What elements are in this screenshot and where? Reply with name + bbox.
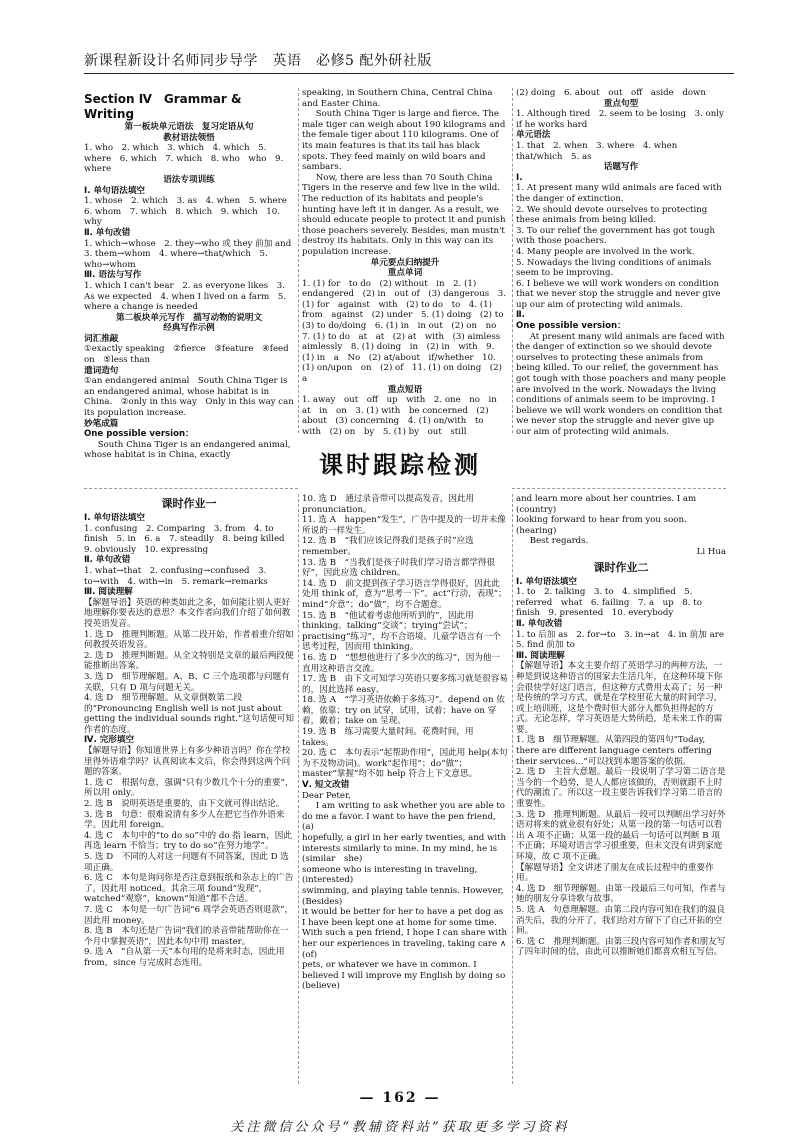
answer-text: 【解题导语】你知道世界上有多少种语言吗？你在学校里得外语难学吗？认真阅读本文后，你会得到这两个问题的答案。: [84, 746, 291, 778]
answer-text: 1. 选 C 根据句意，强调“只有少数几个十分的重要”，所以用 only。: [84, 777, 294, 799]
answer-text: ①exactly speaking ②fierce ③feature ④feed on ⑤less than: [84, 344, 289, 366]
answer-text: 1. to 后加 as 2. for→to 3. in→at 4. in 前加 are 5. find 前加 to: [516, 629, 733, 651]
section-heading: Ⅱ. 单句改错: [84, 555, 131, 566]
answer-text: I am writing to ask whether you are able to do me a favor. I want to have the pen friend, (a): [302, 801, 505, 833]
column-divider: [298, 494, 299, 1084]
answer-text: 1. what→that 2. confusing→confused 3. to→with 4. with→in 5. remark→remarks: [84, 565, 268, 587]
answer-text: 20. 选 C 本句表示“起帮助作用”，因此用 help(本句为不及物动词)。work“起作用”；do“做”；master“掌握”均不如 help 符合上下文意思。: [302, 748, 508, 780]
answer-text: 1. who 2. which 3. which 4. which 5. where 6. which 7. which 8. who who 9. where: [84, 143, 284, 175]
section-title: Section Ⅳ Grammar & Writing: [84, 92, 242, 121]
answer-text: 4. 选 D 细节理解题。从文章倒数第二段的“Pronouncing English well is not just about getting the individual sounds right.”这句话便可知作者的态度。: [84, 693, 294, 735]
answer-text: 【解题导语】英语的种类如此之多，如何能让别人更好地理解你要表达的意思？本文作者向我们介绍了如何教授英语发音。: [84, 597, 291, 629]
section-heading: 单元语法: [516, 130, 551, 141]
footer-note: 关注微信公众号“教辅资料站”获取更多学习资料: [230, 1120, 570, 1135]
answer-text: 2. 选 B 说明英语是重要的，由下文就可得出结论。: [84, 799, 285, 810]
answers-column-2-bottom: [302, 494, 508, 1082]
answer-text: 1. which I can't bear 2. as everyone likes 3. As we expected 4. when I lived on a farm 5. where a change is needed: [84, 280, 287, 313]
answer-text: 3. 选 D 推理判断题。从最后一段可以判断出学习好外语对将来的就业很有好处；从第一段的第一句话可以看出 A 项不正确；从第一段的最后一句话可以判断 B 项不正确；环境对语言学习很重要，但未文没有讲到家庭环境，故 C 项不正确。: [516, 809, 726, 862]
section-heading: Ⅰ.: [516, 172, 523, 183]
answer-text: 13. 选 B “当我们是孩子时我们学习语言都学得很好”，因此应选 children。: [302, 557, 496, 579]
section-heading: Ⅰ. 单句语法填空: [84, 513, 146, 523]
section-heading: Ⅱ. 单句改错: [516, 618, 563, 629]
answer-text: 16. 选 D “想想他进行了多少次的练习”，因为他一直用这种语言交流。: [302, 652, 501, 674]
section-divider: [512, 488, 726, 489]
answer-text: At present many wild animals are faced with the danger of extinction so we should devote ourselves to protecting these animals from being killed. To our relief, the government has got tough with those poachers and many people are involved in the work. Nowadays the living conditions of animals seem to be improving. I believe we will work wonders on condition that we never stop the struggle and never give up our aim of protecting wild animals.: [516, 331, 726, 437]
answer-text: 1. (1) for to do (2) without in 2. (1) endangered (2) in out of (3) dangerous 3. (1) for against with (2) to do to 4. (1) from against (2) under 5. (1) doing (2) to (3) to do/doing 6. (1) in in out (2) on no 7. (1) to do at at (2) at with (3) aimless aimlessly 8. (1) doing in (2) in with 9. (1) in a No (2) at/about if/whether 10. (1) on/upon on (2) of 11. (1) on doing (2) a: [302, 278, 512, 385]
answer-text: South China Tiger is an endangered animal, whose habitat is in China, exactly: [84, 439, 291, 461]
answer-text: 5. Nowadays the living conditions of animals seem to be improving.: [516, 257, 712, 279]
section-heading: 重点短语: [387, 384, 423, 395]
answer-text: looking forward to hear from you soon. (hearing): [516, 515, 687, 536]
answer-text: 【解题导语】全文讲述了朋友在成长过程中的重要作用。: [516, 862, 714, 884]
section-heading: Ⅱ. 单句改错: [84, 227, 131, 238]
answers-column-1-top: [84, 92, 300, 461]
answer-text: 10. 选 D 通过录音带可以提高发音，因此用 pronunciation。: [302, 494, 475, 515]
answer-text: 1. Although tired 2. seem to be losing 3. only if he works hard: [516, 109, 724, 130]
answer-text: 4. 选 D 细节理解题。由第一段最后三句可知，作者与她的朋友分享诗歌与故事。: [516, 883, 726, 905]
page-number: — 162 —: [359, 1090, 441, 1106]
section-heading: 语法专项训练: [163, 174, 215, 185]
answer-text: 2. We should devote ourselves to protecting these animals from being killed.: [516, 204, 708, 226]
answer-text: ①an endangered animal South China Tiger is an endangered animal, whose habitat is in China. ②only in this way Only in this way can its population increase.: [84, 376, 294, 419]
answer-text: 5. 选 A 句意理解题。由第二段内容可知在我们的温良消失后，我的分开了，我们给对方留下了自己开拓的空间。: [516, 904, 725, 937]
answer-text: (2) doing 6. about out off aside down: [516, 88, 706, 98]
answer-text: With such a pen friend, I hope I can share with her our experiences in traveling, taking care ∧ (of): [302, 928, 508, 960]
section-heading: Ⅱ.: [516, 310, 525, 321]
answer-text: 19. 选 B 练习需要大量时间。花费时间，用 takes。: [302, 727, 474, 748]
answer-text: 3. 选 B 句意：很难说清有多少人在把它当作外语来学。因此用 foreign。: [84, 809, 285, 831]
answer-text: 1. to 2. talking 3. to 4. simplified 5. referred what 6. failing 7. a up 8. to finish 9. presented 10. everybody: [516, 587, 702, 619]
answers-column-1-bottom: [84, 494, 294, 1082]
answer-text: 6. I believe we will work wonders on condition that we never stop the struggle and never give up our aim of protecting wild animals.: [516, 278, 721, 310]
column-divider: [512, 494, 513, 1084]
section-heading: Ⅰ. 单句语法填空: [84, 185, 146, 196]
answer-text: 1. At present many wild animals are faced with the danger of extinction.: [516, 183, 722, 204]
answer-text: 17. 选 B 由下文可知学习英语只要多练习就是很容易的，因此选择 easy。: [302, 674, 508, 695]
section-heading: Ⅲ. 阅读理解: [516, 650, 565, 661]
section-heading: 词汇推敲: [84, 333, 119, 344]
answer-text: 2. 选 D 主旨大意题。最后一段说明了学习第二语言是当今的一个趋势，是人人都应该做的，否则就跟不上时代的潮流了。所以这一段主要告诉我们学习第二语言的重要性。: [516, 767, 726, 810]
answer-text: swimming, and playing table tennis. However, (Besides): [302, 885, 504, 907]
answer-text: Dear Peter,: [302, 790, 351, 801]
answer-text: 6. 选 C 推理判断题。由第三段内容可知作者和朋友写了四年时间的信，由此可以推断她们都喜欢相互写信。: [516, 936, 726, 958]
answer-text: 1. confusing 2. Comparing 3. from 4. to finish 5. in 6. a 7. steadily 8. being killed 9. obviously 10. expressing: [84, 523, 294, 555]
answer-text: 1. whose 2. which 3. as 4. when 5. where 6. whom 7. which 8. which 9. which 10. why: [84, 196, 296, 228]
answer-text: pets, or whatever we have in common. I believed I will improve my English by doing so (believe): [302, 960, 506, 992]
answer-text: South China Tiger is large and fierce. The male tiger can weigh about 190 kilograms and the female tiger about 110 kilograms. One of its main features is that its tail has black spots. They feed mainly on wild boars and sambars.: [302, 109, 506, 173]
column-divider: [298, 88, 299, 433]
answer-text: 15. 选 B “他试着考虑他所听到的”，因此用 thinking。talking“交谈”；trying“尝试”；practising“练习”，均不合语境。儿童学语言有一个思考过程，因而用 thinking。: [302, 610, 501, 653]
answer-text: speaking, in Southern China, Central China and Easter China.: [302, 88, 493, 109]
column-divider: [512, 88, 513, 433]
section-heading: 重点单词: [387, 268, 423, 279]
running-header: 新课程新设计名师同步导学 英语 必修5 配外研社版: [84, 50, 734, 74]
section-heading: One possible version：: [84, 429, 194, 440]
answer-text: Now, there are less than 70 South China Tigers in the reserve and few live in the wild. The reduction of its habitats and people's hunting have left it in danger. As a result, we should educate people to protect it and punish those poachers severely. Besides, man mustn't destroy its habitats. Only in this way can its population increase.: [302, 172, 506, 257]
answer-text: 12. 选 B “我们应该记得我们是孩子时”应选 remember。: [302, 536, 474, 557]
answer-text: 1. away out off up with 2. one no in at in on 3. (1) with be concerned (2) about (3) concerning 4. (1) on/with to with (2) on by 5. (1) by out still: [302, 395, 506, 437]
answer-text: Best regards.: [529, 536, 589, 547]
section-divider: [84, 488, 298, 489]
answer-text: 2. 选 D 推理判断题。从全文特别是文章的最后两段便能推断出答案。: [84, 650, 294, 672]
answer-text: 【解题导语】本文主要介绍了英语学习的两种方法，一种是到说这种语言的国家去生活几年，在这种环境下你会很快学好这门语言，但这种方式费用太高了；另一种是传统的学习方式，就是在学校里花大量的时间学习，或上培训班，这是个费时但大部分人都负担得起的方式。无论怎样，学习英语是大势所趋，是未来工作的需要。: [516, 661, 723, 735]
answer-text: 9. 选 A “自从第一天”本句用的是将来时态，因此用 from，since 与完成时态连用。: [84, 947, 285, 968]
answer-text: 4. Many people are involved in the work.: [516, 246, 695, 257]
section-heading: 教材语法领悟: [163, 132, 215, 143]
section-heading: 课时作业一: [161, 497, 217, 510]
answers-column-2-top: [302, 88, 512, 437]
answer-text: 4. 选 C 本句中的“to do so”中的 do 指 learn，因此再选 learn 不恰当；try to do so“在努力地学”。: [84, 830, 292, 852]
answer-text: 7. 选 C 本句是一句广告词“6 周学会英语否则退款”，因此用 money。: [84, 904, 294, 926]
answer-text: 1. 选 D 推理判断题。从第二段开始，作者着重介绍如何教授英语发音。: [84, 629, 294, 651]
section-heading: 第二板块单元写作 描写动物的说明文: [115, 312, 263, 323]
answer-text: 8. 选 B 本句还是广告词“我们的录音带能帮助你在一个月中掌握英语”，因此本句中用 master。: [84, 926, 289, 947]
section-heading: One possible version：: [516, 321, 626, 332]
answer-text: 3. To our relief the government has got tough with those poachers.: [516, 225, 716, 247]
answer-text: someone who is interesting in traveling, (interested): [302, 864, 478, 886]
answer-text: 1. that 2. when 3. where 4. when that/which 5. as: [516, 140, 686, 162]
answer-text: 11. 选 A happen“发生”，广告中提及的一切并未像所说的一样发生。: [302, 515, 506, 536]
answer-text: 14. 选 D 前文提到孩子学习语言学得很好，因此此处用 think of，意为“思考一下”。act“行动，表现”；mind“介意”；do“做”，均不合题意。: [302, 578, 507, 610]
section-heading: 遣词造句: [84, 365, 119, 376]
section-heading: 课时作业二: [593, 560, 649, 574]
answer-text: and learn more about her countries. I am (country): [516, 494, 697, 515]
answer-text: 6. 选 C 本句是询问你是否注意到报纸和杂志上的广告了，因此用 noticed。其余三项 found“发现”，watched“观察”，known“知道”都不合适。: [84, 873, 294, 905]
section-heading: Ⅳ. 完形填空: [84, 735, 135, 746]
answer-text: 18. 选 A “学习英语依赖于多练习”。depend on 依赖，依靠；try on 试穿，试用，试着；have on 穿着，戴着；take on 呈现。: [302, 695, 505, 727]
section-banner: 课时跟踪检测: [319, 451, 481, 479]
section-heading: 第一板块单元语法 复习定语从句: [124, 122, 254, 132]
section-heading: 重点句型: [603, 98, 639, 109]
section-heading: Ⅴ. 短文改错: [302, 780, 350, 791]
section-heading: 妙笔成篇: [84, 418, 119, 429]
section-heading: 经典写作示例: [163, 323, 215, 334]
answer-text: Li Hua: [696, 546, 726, 557]
answer-text: hopefully, a girl in her early twenties, and with interests similarly to mine. In my mind, he is (similar she): [302, 833, 507, 865]
answer-text: 1. 选 B 细节理解题。从第四段的第四句“Today, there are different language centers offering their services...”可以找到本题答案的依据。: [516, 735, 712, 767]
section-heading: Ⅲ. 语法与写作: [84, 270, 142, 281]
answer-text: it would be better for her to have a pet dog as I have been kept one at home for some time.: [302, 907, 504, 928]
answer-text: 1. which→whose 2. they→who 或 they 前加 and 3. them→whom 4. where→that/which 5. who→whom: [84, 238, 300, 270]
section-heading: 单元要点归纳提升: [370, 257, 440, 268]
answers-column-3-bottom: [516, 494, 733, 1082]
section-heading: 话题写作: [603, 162, 639, 173]
section-heading: Ⅰ. 单句语法填空: [516, 576, 578, 587]
section-heading: Ⅲ. 阅读理解: [84, 587, 133, 598]
answers-column-3-top: [516, 88, 726, 437]
answer-text: 5. 选 D 不同的人对这一问题有不同答案，因此 D 选项正确。: [84, 852, 289, 873]
answer-text: 3. 选 D 细节理解题。A、B、C 三个选项都与问题有关联，只有 D 项与问题无关。: [84, 671, 290, 693]
